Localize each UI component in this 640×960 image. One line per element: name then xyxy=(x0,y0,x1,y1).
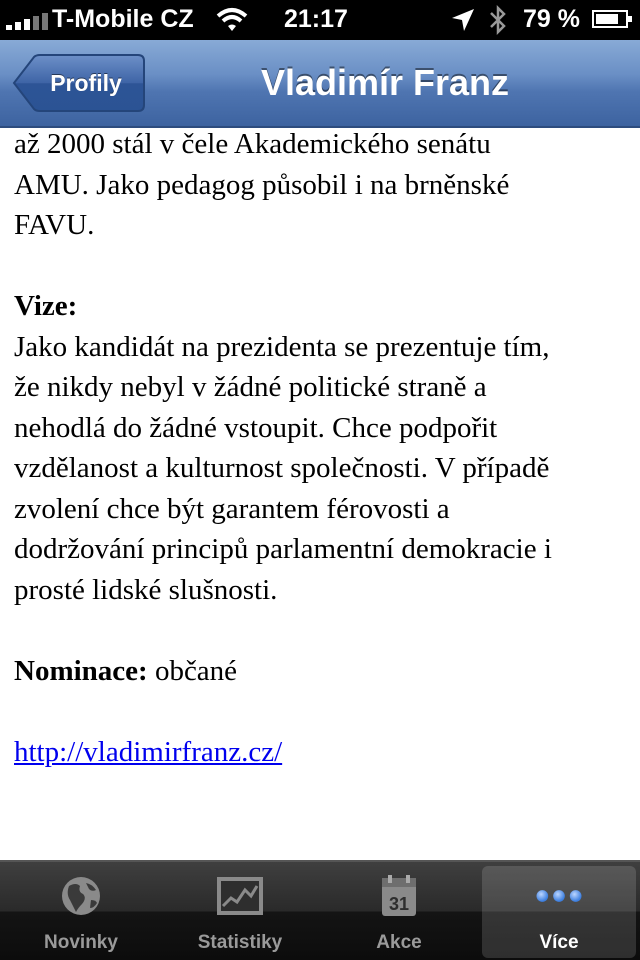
tab-label: Novinky xyxy=(44,932,118,953)
text-line: nehodlá do žádné vstoupit. Chce podpořit xyxy=(14,411,498,444)
globe-icon xyxy=(56,874,106,918)
battery-icon xyxy=(592,10,628,28)
wifi-icon xyxy=(216,6,248,34)
more-icon xyxy=(534,874,584,918)
navigation-bar xyxy=(0,40,640,128)
vize-section xyxy=(14,286,614,610)
calendar-day: 31 xyxy=(388,894,410,914)
tab-label: Více xyxy=(539,932,579,953)
text-line: zvolení chce být garantem férovosti a xyxy=(14,492,450,525)
location-arrow-icon xyxy=(450,7,476,33)
page-title: Vladimír Franz xyxy=(260,62,510,103)
tab-statistiky[interactable] xyxy=(163,866,317,958)
calendar-icon xyxy=(374,874,424,918)
text-line: dodržování principů parlamentní demokracie i xyxy=(14,533,552,565)
bluetooth-icon xyxy=(488,5,508,35)
chart-icon xyxy=(215,874,265,918)
back-button[interactable] xyxy=(12,54,144,112)
tab-label: Akce xyxy=(376,932,422,953)
nominace-section xyxy=(14,651,614,692)
tab-label: Statistiky xyxy=(197,932,283,953)
nominace-value: občané xyxy=(147,654,238,687)
status-bar xyxy=(0,0,640,40)
tab-novinky[interactable] xyxy=(4,866,158,958)
intro-paragraph xyxy=(14,128,614,246)
website-link[interactable]: http://vladimirfranz.cz/ xyxy=(14,735,283,768)
text-line: Jako kandidát na prezidenta se prezentuje tím, xyxy=(14,330,550,363)
vize-heading: Vize: xyxy=(14,290,78,322)
text-line: až 2000 stál v čele Akademického senátu xyxy=(14,128,491,160)
nominace-label: Nominace: xyxy=(14,654,148,687)
text-line: AMU. Jako pedagog působil i na brněnské xyxy=(14,168,510,201)
signal-strength-icon xyxy=(6,13,48,30)
text-line: že nikdy nebyl v žádné politické straně a xyxy=(14,371,487,403)
profile-content[interactable] xyxy=(0,128,640,860)
tab-vice[interactable] xyxy=(482,866,636,958)
clock: 21:17 xyxy=(284,5,348,33)
website-section xyxy=(14,732,614,773)
battery-percentage: 79 % xyxy=(523,5,580,33)
carrier-name: T-Mobile CZ xyxy=(52,5,194,33)
back-button-label: Profily xyxy=(50,70,122,96)
tab-bar xyxy=(0,860,640,960)
text-line: prosté lidské slušnosti. xyxy=(14,573,278,606)
tab-akce[interactable] xyxy=(322,866,476,958)
text-line: FAVU. xyxy=(14,209,95,241)
text-line: vzdělanost a kulturnost společnosti. V případě xyxy=(14,452,550,484)
